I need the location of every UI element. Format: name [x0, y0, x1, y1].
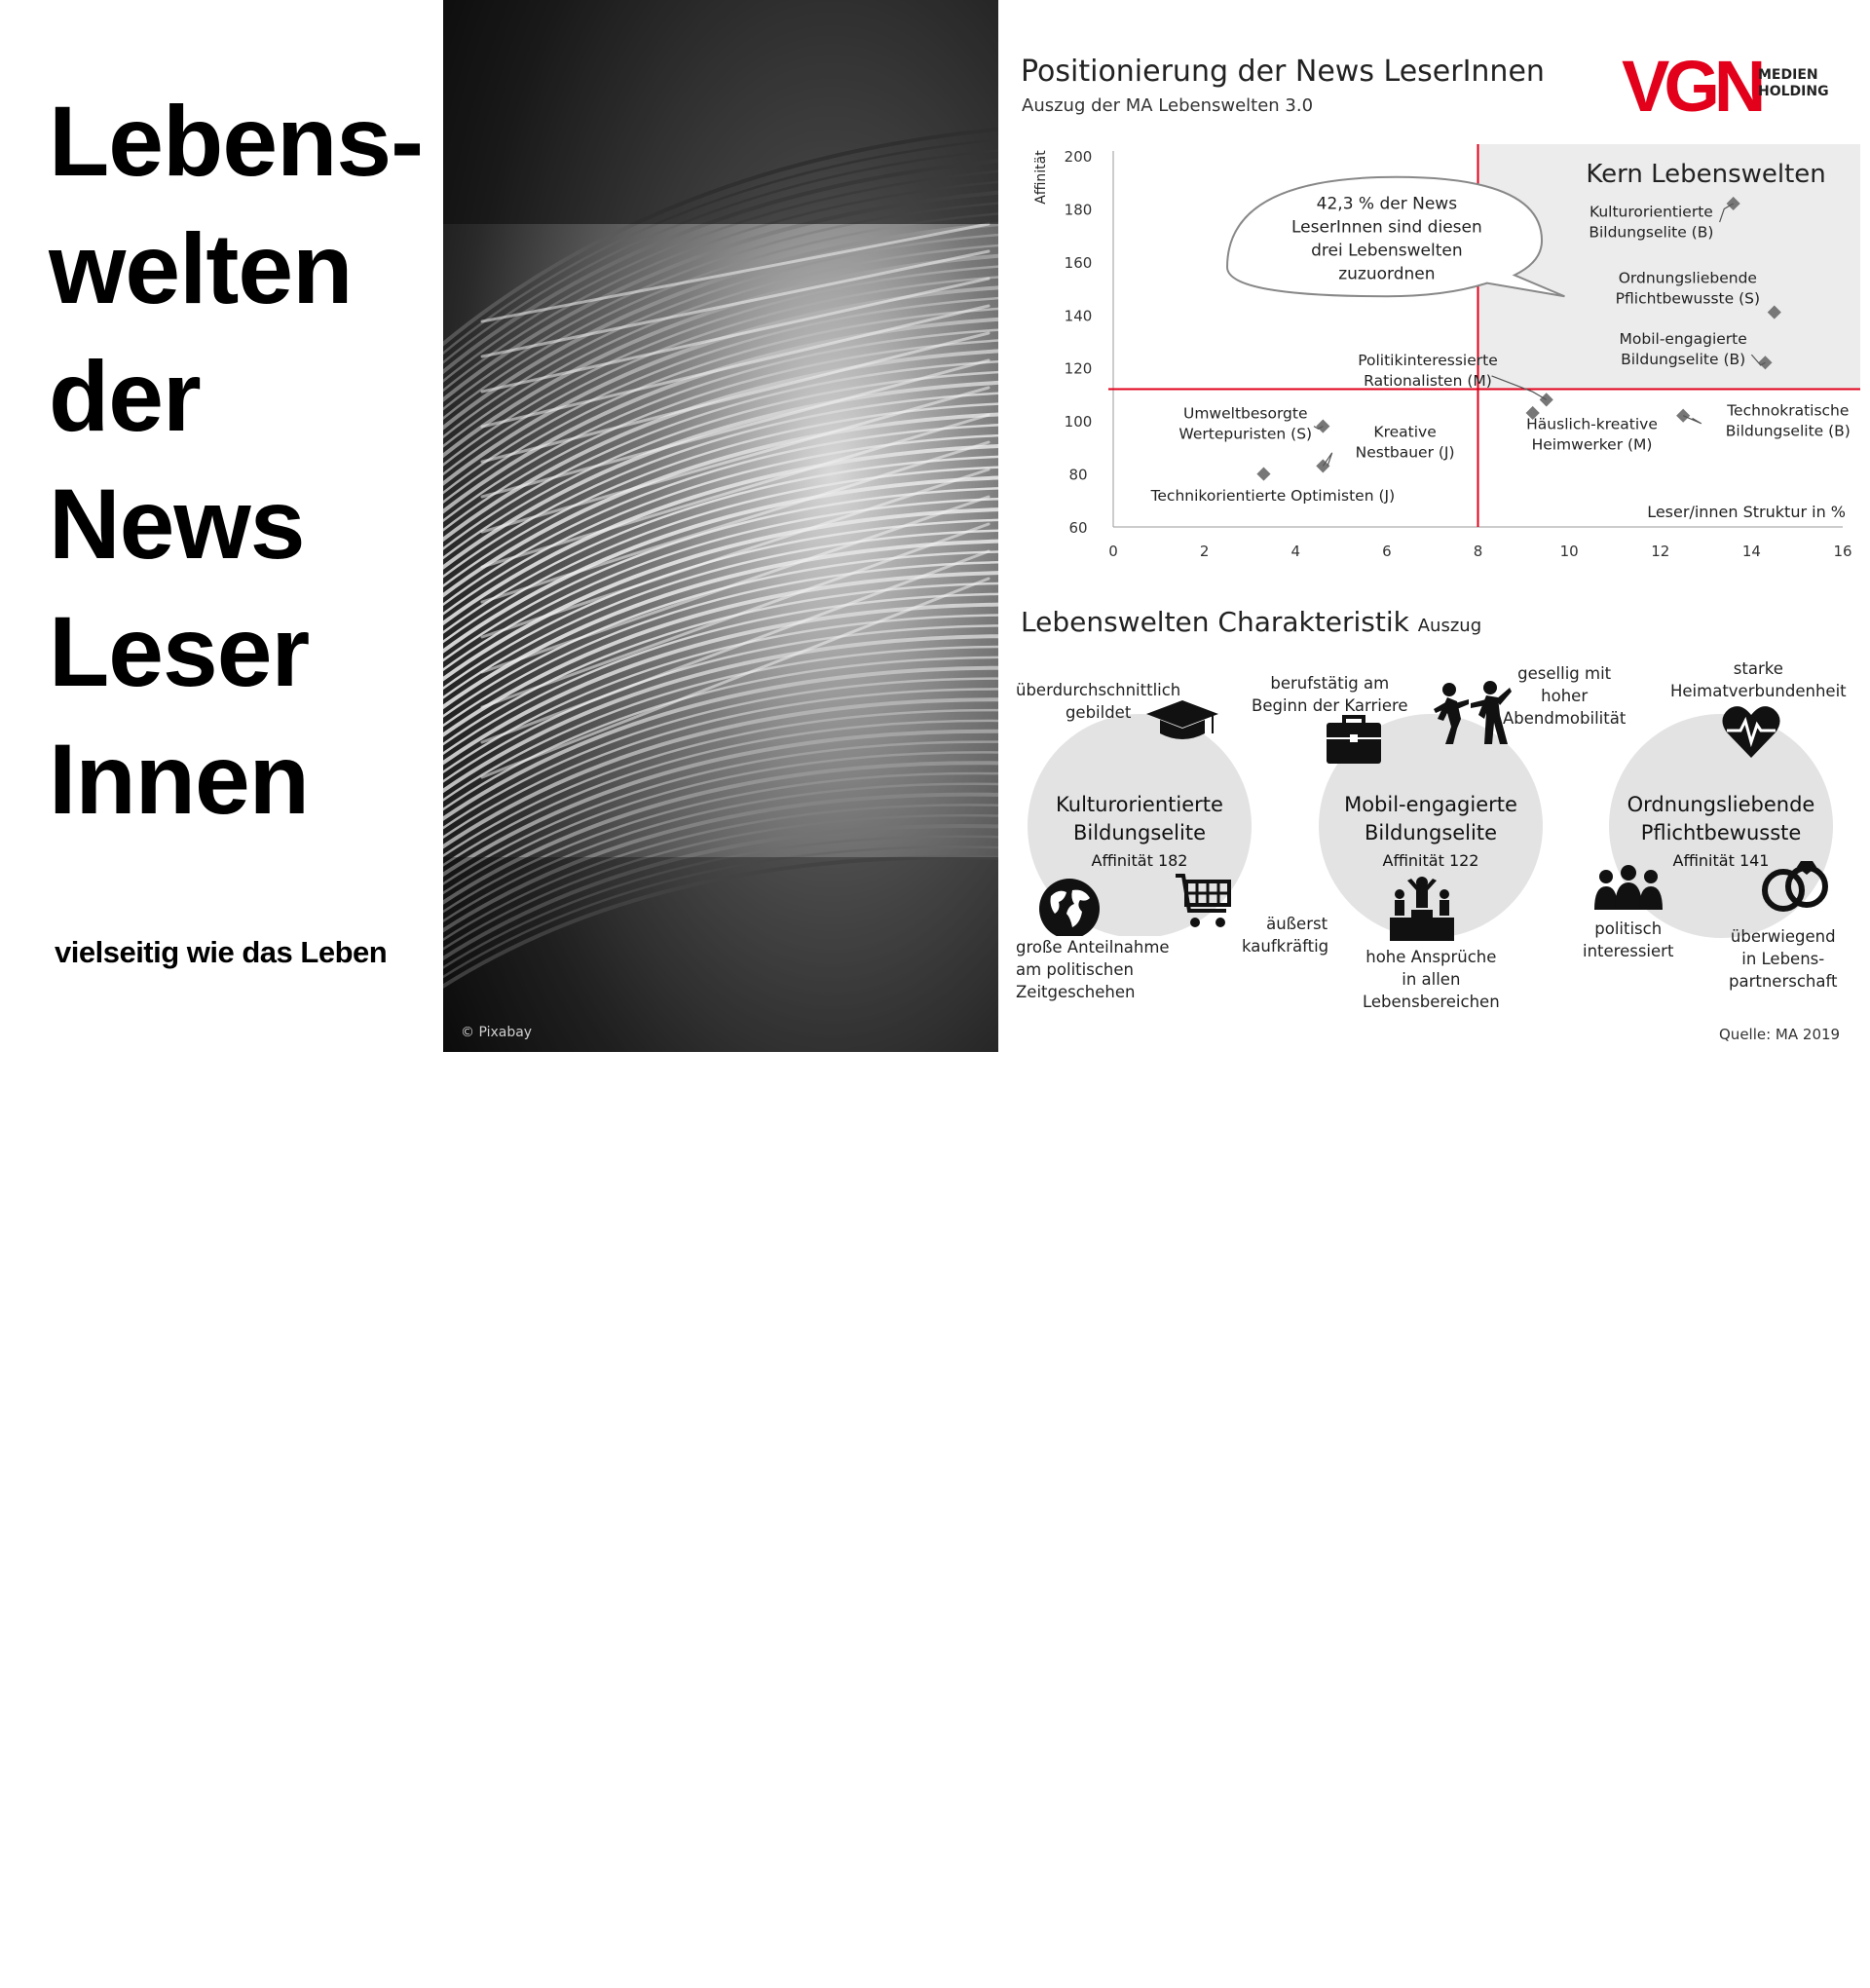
lebenswelt-name-line: Pflichtbewusste	[1640, 821, 1802, 844]
x-tick-label: 16	[1833, 543, 1852, 560]
y-tick-label: 160	[1064, 253, 1093, 272]
lebenswelt-name-2	[1314, 791, 1548, 847]
headline-line: der	[49, 341, 201, 452]
chart-subtitle: Auszug der MA Lebenswelten 3.0	[1022, 95, 1314, 116]
vgn-logo-mark: VGN	[1622, 51, 1761, 119]
chart-title: Positionierung der News LeserInnen	[1021, 55, 1545, 89]
feature-ansprueche	[1363, 946, 1500, 1013]
y-tick-label: 140	[1064, 307, 1093, 325]
point-label: Ordnungsliebende	[1618, 269, 1757, 287]
feature-line: Heimatverbundenheit	[1670, 682, 1847, 700]
point-label: Politikinteressierte	[1358, 351, 1498, 369]
point-label: Kreative	[1373, 423, 1437, 441]
y-tick-label: 180	[1064, 201, 1093, 219]
x-tick-label: 4	[1290, 543, 1301, 560]
lebenswelt-name-1	[1023, 791, 1256, 847]
y-axis-label: Affinität	[1033, 150, 1049, 205]
lebenswelt-name-line: Bildungselite	[1072, 821, 1207, 844]
headline-line: Leser	[49, 596, 310, 707]
scatter-chart	[1023, 131, 1870, 560]
point-label: Technikorientierte Optimisten (J)	[1150, 486, 1396, 505]
headline-line: welten	[49, 213, 353, 324]
feature-line: Zeitgeschehen	[1016, 983, 1136, 1001]
headline-line: News	[49, 469, 305, 580]
feature-line: gebildet	[1065, 703, 1132, 722]
point-label: Umweltbesorgte	[1182, 404, 1308, 423]
headline-line: Innen	[49, 724, 309, 835]
feature-line: hoher	[1541, 687, 1589, 705]
x-tick-label: 12	[1651, 543, 1670, 560]
feature-line: interessiert	[1583, 942, 1674, 960]
callout-text: LeserInnen sind diesen	[1291, 217, 1482, 238]
section-title	[1021, 606, 1481, 638]
x-tick-label: 8	[1473, 543, 1483, 560]
section-title-suffix: Auszug	[1417, 616, 1482, 636]
people-group-icon	[1594, 865, 1663, 910]
wedding-rings-icon	[1758, 859, 1832, 914]
point-label: Pflichtbewusste (S)	[1615, 289, 1761, 308]
podium-icon	[1388, 877, 1456, 941]
main-headline	[49, 78, 423, 844]
callout-text: drei Lebenswelten	[1311, 241, 1463, 261]
point-label: Mobil-engagierte	[1619, 330, 1747, 349]
feature-line: überdurchschnittlich	[1016, 681, 1181, 699]
y-tick-label: 120	[1064, 359, 1093, 378]
feature-line: Beginn der Karriere	[1252, 696, 1408, 715]
callout-text: zuzuordnen	[1338, 264, 1436, 284]
x-tick-label: 0	[1108, 543, 1118, 560]
feature-line: Abendmobilität	[1503, 709, 1627, 728]
feature-line: hohe Ansprüche	[1365, 948, 1497, 966]
photo-credit: © Pixabay	[461, 1025, 533, 1040]
logo-subtext	[1758, 67, 1829, 100]
y-tick-label: 60	[1068, 519, 1088, 537]
point-label: Bildungselite (B)	[1621, 351, 1746, 369]
section-title-main: Lebenswelten Charakteristik	[1021, 606, 1409, 638]
feature-line: in Lebens-	[1741, 950, 1825, 968]
feature-politisch	[1583, 918, 1673, 962]
x-tick-label: 10	[1559, 543, 1579, 560]
feature-line: in allen	[1402, 970, 1461, 989]
x-tick-label: 14	[1741, 543, 1761, 560]
briefcase-icon	[1325, 713, 1383, 766]
title-panel	[0, 0, 443, 1052]
lebenswelt-name-3	[1604, 791, 1838, 847]
point-label: Bildungselite (B)	[1725, 422, 1851, 440]
lebenswelt-name-line: Bildungselite	[1364, 821, 1498, 844]
book-pages-photo	[443, 0, 998, 1052]
feature-line: am politischen	[1016, 960, 1134, 979]
feature-kaufkraeftig	[1242, 913, 1328, 957]
feature-line: partnerschaft	[1729, 972, 1838, 991]
book-pages-image	[443, 0, 998, 1052]
point-label: Kulturorientierte	[1589, 203, 1713, 221]
point-label: Technokratische	[1727, 401, 1850, 420]
lebenswelt-affinity-2: Affinität 122	[1382, 851, 1479, 870]
infographic-panel	[998, 0, 1870, 1052]
lebenswelt-affinity-1: Affinität 182	[1091, 851, 1188, 870]
feature-line: gesellig mit	[1517, 664, 1612, 683]
feature-line: starke	[1733, 659, 1783, 678]
graduation-cap-icon	[1144, 698, 1220, 745]
feature-line: politisch	[1594, 919, 1663, 938]
lebenswelt-affinity-3: Affinität 141	[1672, 851, 1770, 870]
y-tick-label: 200	[1064, 148, 1093, 166]
feature-heimat	[1670, 657, 1847, 702]
lebenswelt-name-line: Kulturorientierte	[1056, 793, 1223, 816]
feature-line: äußerst	[1266, 915, 1328, 933]
point-label: Rationalisten (M)	[1364, 371, 1492, 390]
x-tick-label: 2	[1199, 543, 1210, 560]
source-note: Quelle: MA 2019	[1719, 1026, 1841, 1043]
shopping-cart-icon	[1174, 872, 1234, 932]
logo-line-1: MEDIEN	[1758, 67, 1818, 83]
feature-line: kaufkräftig	[1242, 937, 1329, 956]
lebenswelt-name-line: Mobil-engagierte	[1344, 793, 1517, 816]
point-label: Wertepuristen (S)	[1178, 425, 1313, 443]
dancing-people-icon	[1430, 680, 1512, 748]
feature-line: überwiegend	[1730, 927, 1836, 946]
callout-text: 42,3 % der News	[1316, 194, 1458, 214]
point-label: Heimwerker (M)	[1531, 435, 1653, 454]
point-label: Bildungselite (B)	[1589, 223, 1714, 242]
y-tick-label: 80	[1068, 466, 1088, 484]
globe-icon	[1037, 877, 1102, 941]
x-tick-label: 6	[1382, 543, 1392, 560]
tagline: vielseitig wie das Leben	[55, 935, 388, 969]
feature-zeitgeschehen	[1016, 936, 1459, 1988]
lebenswelt-name-line: Ordnungsliebende	[1627, 793, 1815, 816]
y-tick-label: 100	[1064, 413, 1093, 431]
logo-line-2: HOLDING	[1758, 84, 1829, 99]
core-region-label: Kern Lebenswelten	[1586, 160, 1826, 190]
point-label: Nestbauer (J)	[1355, 443, 1455, 462]
feature-abendmobilitaet	[1503, 662, 1626, 730]
feature-line: große Anteilnahme	[1016, 938, 1170, 956]
x-axis-label: Leser/innen Struktur in %	[1647, 503, 1846, 521]
feature-line: Lebensbereichen	[1363, 993, 1500, 1011]
point-label: Häuslich-kreative	[1526, 415, 1658, 433]
feature-partnerschaft	[1729, 925, 1837, 993]
heart-pulse-icon	[1721, 703, 1781, 760]
feature-line: berufstätig am	[1270, 674, 1390, 693]
feature-karriere	[1252, 672, 1408, 717]
headline-line: Lebens-	[49, 86, 424, 197]
scatter-point	[1256, 468, 1270, 481]
